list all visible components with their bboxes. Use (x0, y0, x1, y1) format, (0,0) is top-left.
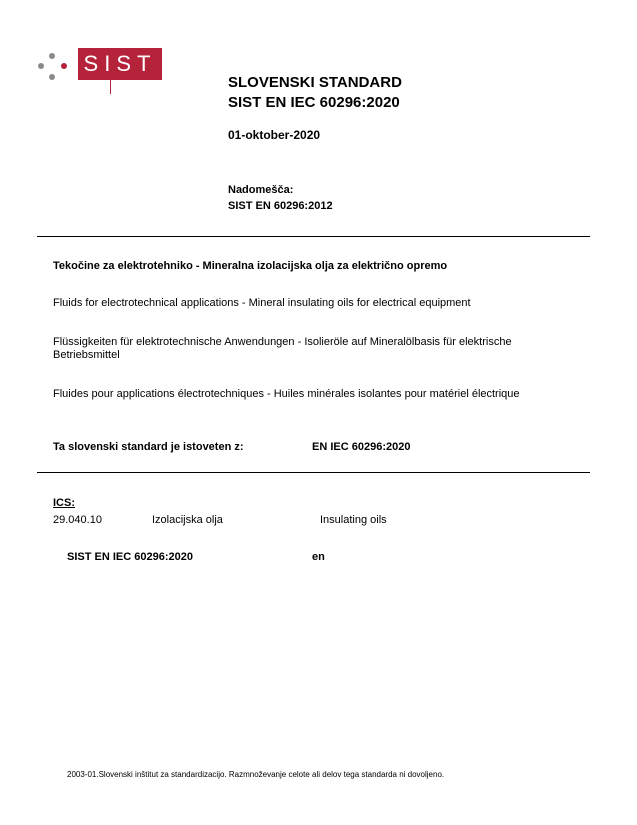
ics-description-sl: Izolacijska olja (152, 514, 223, 526)
publication-date: 01-oktober-2020 (228, 128, 321, 142)
standard-code-title: SIST EN IEC 60296:2020 (228, 94, 400, 111)
supersedes-label: Nadomešča: (228, 184, 294, 196)
designation-code: SIST EN IEC 60296:2020 (67, 551, 193, 563)
designation-language: en (312, 551, 325, 563)
sist-logo (78, 48, 162, 80)
title-german: Flüssigkeiten für elektrotechnische Anwendungen - Isolieröle auf Mineralölbasis für elektrische Betriebsmittel (53, 336, 512, 361)
supersedes-value: SIST EN 60296:2012 (228, 200, 333, 212)
ics-description-en: Insulating oils (320, 514, 387, 526)
ics-label: ICS: (53, 497, 75, 509)
logo-underline (110, 80, 111, 94)
logo-dots (36, 52, 76, 82)
bottom-divider (37, 472, 590, 473)
copyright-footer: 2003-01.Slovenski inštitut za standardizacijo. Razmnoževanje celote ali delov tega standarda ni dovoljeno. (67, 770, 445, 779)
standard-type-title: SLOVENSKI STANDARD (228, 74, 402, 91)
title-french: Fluides pour applications électrotechniques - Huiles minérales isolantes pour matériel électrique (53, 388, 520, 400)
identical-label: Ta slovenski standard je istoveten z: (53, 441, 244, 453)
title-slovenian: Tekočine za elektrotehniko - Mineralna izolacijska olja za električno opremo (53, 260, 448, 272)
ics-code: 29.040.10 (53, 514, 102, 526)
top-divider (37, 236, 590, 237)
title-english: Fluids for electrotechnical applications - Mineral insulating oils for electrical equipment (53, 297, 471, 309)
identical-value: EN IEC 60296:2020 (312, 441, 411, 453)
logo-text: SIST (83, 51, 157, 76)
